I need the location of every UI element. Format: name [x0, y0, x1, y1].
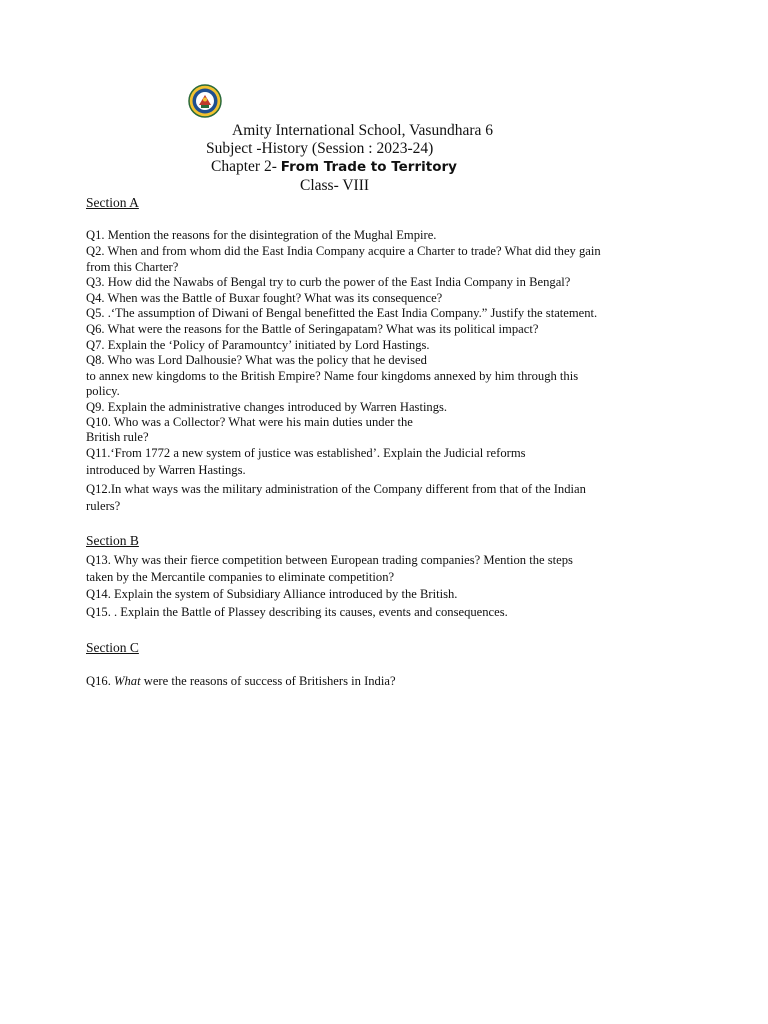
question-16 [86, 674, 396, 690]
section-b-heading: Section B [86, 533, 139, 548]
section-c-heading: Section C [86, 640, 139, 655]
school-name: Amity International School, Vasundhara 6 [232, 122, 494, 139]
question-16-prefix: Q16. [86, 674, 114, 688]
question-8-line-2: to annex new kingdoms to the British Empire? Name four kingdoms annexed by him through this [86, 369, 579, 383]
school-crest-icon [188, 84, 222, 118]
chapter-title: From Trade to Territory [280, 159, 457, 175]
question-10-line-1: Q10. Who was a Collector? What were his main duties under the [86, 415, 413, 429]
question-8-line-1: Q8. Who was Lord Dalhousie? What was the policy that he devised [86, 353, 427, 367]
question-16-rest: were the reasons of success of Britishers in India? [140, 674, 396, 688]
question-12-line-1: Q12.In what ways was the military administration of the Company different from that of the Indian [86, 482, 586, 496]
question-13-line-1: Q13. Why was their fierce competition between European trading companies? Mention the steps [86, 553, 573, 567]
question-2-line-1: Q2. When and from whom did the East India Company acquire a Charter to trade? What did they gain [86, 244, 601, 258]
question-9: Q9. Explain the administrative changes introduced by Warren Hastings. [86, 400, 448, 414]
section-a-heading: Section A [86, 195, 139, 210]
question-6: Q6. What were the reasons for the Battle of Seringapatam? What was its political impact? [86, 322, 539, 336]
question-2-line-2: from this Charter? [86, 260, 179, 274]
question-14: Q14. Explain the system of Subsidiary Alliance introduced by the British. [86, 587, 458, 601]
question-12-line-2: rulers? [86, 499, 121, 513]
question-13-line-2: taken by the Mercantile companies to eliminate competition? [86, 570, 395, 584]
question-1: Q1. Mention the reasons for the disintegration of the Mughal Empire. [86, 228, 437, 242]
question-8-line-3: policy. [86, 384, 120, 398]
question-3: Q3. How did the Nawabs of Bengal try to curb the power of the East India Company in Bengal? [86, 275, 571, 289]
question-11-line-2: introduced by Warren Hastings. [86, 463, 246, 477]
question-5: Q5. .‘The assumption of Diwani of Bengal benefitted the East India Company.” Justify the statement. [86, 306, 598, 320]
subject-line: Subject -History (Session : 2023-24) [206, 140, 434, 157]
question-7: Q7. Explain the ‘Policy of Paramountcy’ initiated by Lord Hastings. [86, 338, 430, 352]
chapter-line [211, 158, 457, 176]
question-10-line-2: British rule? [86, 430, 149, 444]
chapter-prefix: Chapter 2- [211, 158, 281, 175]
question-11-line-1: Q11.‘From 1772 a new system of justice was established’. Explain the Judicial reforms [86, 446, 526, 460]
question-15: Q15. . Explain the Battle of Plassey describing its causes, events and consequences. [86, 605, 508, 619]
question-16-italic-word: What [114, 674, 141, 688]
class-line: Class- VIII [300, 177, 370, 194]
question-4: Q4. When was the Battle of Buxar fought? What was its consequence? [86, 291, 443, 305]
